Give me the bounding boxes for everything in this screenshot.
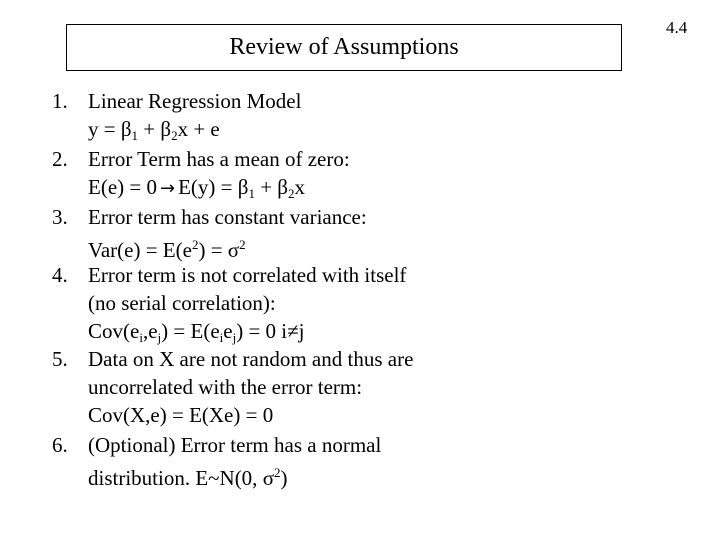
sigma-symbol: σ (262, 466, 275, 490)
list-item-2 (52, 145, 350, 173)
beta-symbol: β (237, 175, 249, 199)
list-item-6 (52, 431, 381, 459)
not-equal-symbol: ≠ (287, 319, 299, 343)
slide-title-box (66, 24, 622, 71)
item-4-formula: $Cov(e_i,e_j) = E(e_ie_j) = 0$ i≠j (88, 319, 305, 345)
beta-symbol: β (160, 117, 172, 141)
beta-symbol: β (277, 175, 288, 199)
item-2-formula: $E(e) = 0 \to E(y) = \beta_1 + \beta_2x$ (88, 175, 305, 201)
item-1-formula: $y = \beta_1 + \beta_2x + e$ (88, 117, 220, 143)
arrow-right-icon: → (159, 178, 176, 199)
list-item-1 (52, 87, 301, 115)
item-number: 1. (52, 89, 68, 113)
item-number: 6. (52, 433, 68, 457)
list-item-5 (52, 345, 413, 373)
item-3-formula: $Var(e) = E(e^2) = \sigma^2$ (88, 237, 246, 262)
item-number: 2. (52, 147, 68, 171)
item-label: (Optional) Error term has a normal (88, 433, 382, 457)
item-number: 3. (52, 205, 68, 229)
item-5-formula: Cov(X,e) = E(Xe) = 0 (88, 403, 274, 427)
item-6-line2: distribution. E~N(0, $\sigma^2$) (88, 465, 288, 490)
item-5-line2: uncorrelated with the error term: (88, 375, 363, 399)
beta-symbol: β (120, 117, 132, 141)
item-label: Error term has constant variance: (88, 205, 367, 229)
item-label: Data on X are not random and thus are (88, 347, 414, 371)
list-item-4 (52, 261, 406, 289)
item-4-line2: (no serial correlation): (88, 291, 276, 315)
list-item-3 (52, 203, 367, 231)
item-number: 4. (52, 263, 68, 287)
sigma-symbol: σ (227, 238, 240, 262)
item-label: Linear Regression Model (88, 89, 302, 113)
item-number: 5. (52, 347, 68, 371)
item-label: Error term is not correlated with itself (88, 263, 407, 287)
slide-number: 4.4 (666, 18, 688, 37)
slide-title: Review of Assumptions (229, 34, 459, 60)
item-label: Error Term has a mean of zero: (88, 147, 350, 171)
